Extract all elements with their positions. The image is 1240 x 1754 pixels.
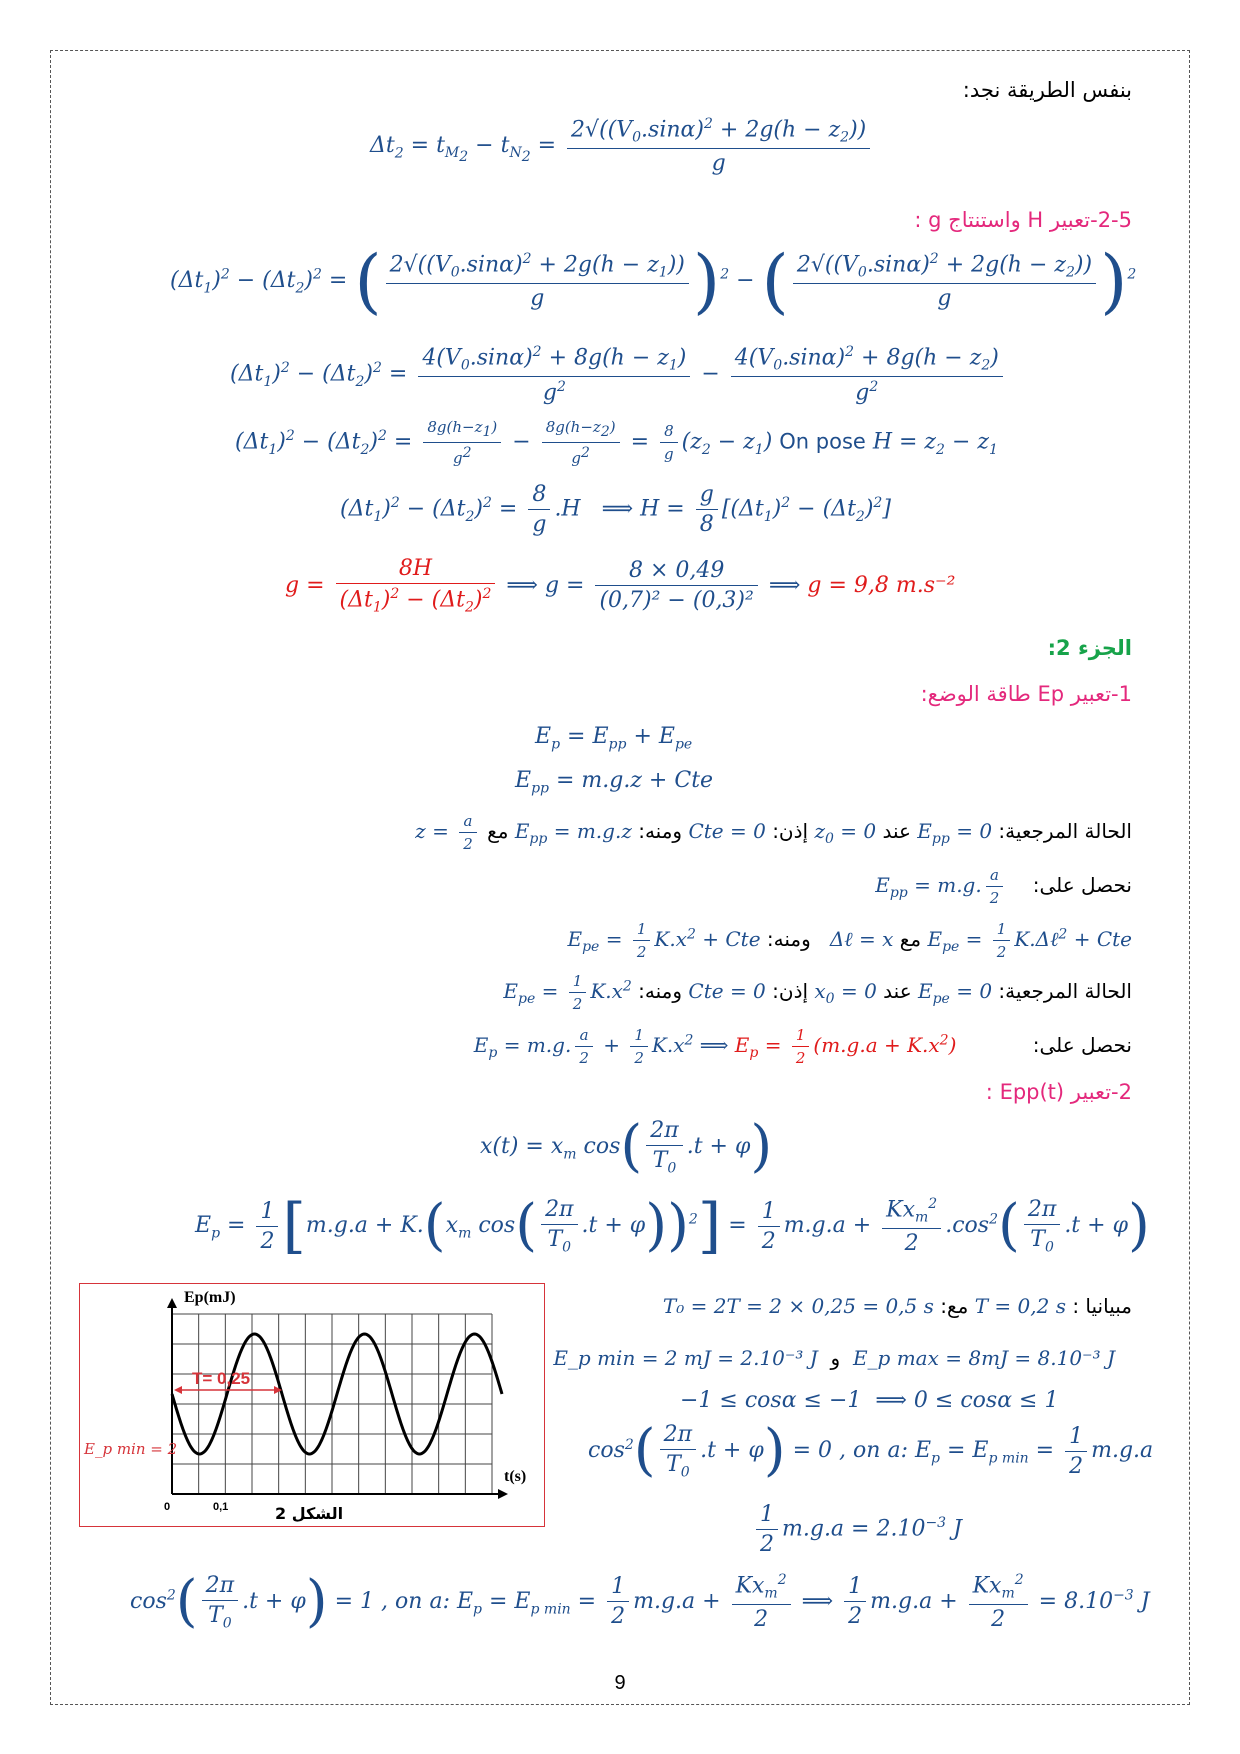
cos-one-line: $\cos^2$( $\frac{2\pi}{T_0}$ .t + φ) = 1 , on a: $E_p = E_{p min}$ = $\frac{1}{2}$ m.g.a + $\frac{Kx_m^2}{2}$ ⟹ $\frac{1}{2}$ m.g.a + $\frac{Kx_m^2}{2}$ = $8.10^{-3}$ J	[130, 1568, 1150, 1634]
we-get-line-2: نحصل على: $E_p = m.g$. $\frac{a}{2}$ + $\frac{1}{2}$ $K.x^2$ ⟹ $E_p$ = $\frac{1}{2}$ $(m.g.a + K.x^2)$	[473, 1026, 1132, 1067]
value-T0: T₀ = 2T = 2 × 0,25 = 0,5 s	[662, 1294, 934, 1318]
so-label-2: إذن:	[772, 979, 809, 1003]
g-result: g = 9,8 m.s⁻²	[807, 572, 956, 598]
ep-curve	[172, 1334, 502, 1454]
equation-ep: $E_p = E_{pp} + E_{pe}$	[535, 724, 693, 753]
heading-2-5: 2-5-تعبير H واستنتاج g :	[914, 208, 1132, 232]
epmin-label: E_p min = 2	[84, 1440, 178, 1458]
epe-line: $E_{pe}$ = $\frac{1}{2}$ K.Δℓ$^2$ + Cte مع Δℓ = x ومنه: $E_{pe}$ = $\frac{1}{2}$ $K.x^2$ + Cte	[567, 920, 1132, 961]
ref-state-line-2: الحالة المرجعية: $E_{pe} = 0$ عند $x_0 = 0$ إذن: Cte = 0 ومنه: $E_{pe}$ = $\frac{1}{2}$ $K.x^2$	[503, 972, 1132, 1013]
we-get-line-1: نحصل على: $E_{pp} = m.g$. $\frac{a}{2}$	[875, 866, 1132, 907]
half-mga: $\frac{1}{2}$ $m.g.a = 2.10^{-3}$ J	[752, 1502, 962, 1557]
ep-range-line	[553, 1346, 1115, 1370]
equation-b: $(\Delta t_1)^2 - (\Delta t_2)^2$ = $\frac{4(V_0.\sin\alpha)^2 + 8g(h - z_1)}{g^2}$ − $\frac{4(V_0.\sin\alpha)^2 + 8g(h - z_2)}{g^2}$	[230, 344, 1007, 405]
y-axis-label: Ep(mJ)	[184, 1289, 236, 1306]
x-axis-arrow	[498, 1489, 508, 1499]
g-numerator: 8 × 0,49	[595, 558, 757, 586]
at-label-2: عند	[883, 979, 912, 1003]
graph-line	[663, 1294, 1132, 1318]
cos-bounds: −1 ≤ cosα ≤ −1 ⟹ 0 ≤ cosα ≤ 1	[680, 1388, 1059, 1413]
equation-a: $(\Delta t_1)^2 - (\Delta t_2)^2$ = ( $\frac{2√((V_0.\sin\alpha)^2 + 2g(h - z_1))}{g}$ )$^2$ − ( $\frac{2√((V_0.\sin\alpha)^2 + 2g(h - z_2))}{g}$ )$^2$	[170, 240, 1137, 322]
on-a-label-2: on a:	[395, 1588, 450, 1614]
x-axis-label: t(s)	[504, 1468, 527, 1485]
with-label-2: مع	[899, 927, 922, 951]
g-denominator: (0,7)² − (0,3)²	[599, 588, 754, 614]
equation-ep-t: $E_p$ = $\frac{1}{2}$ [$m.g.a + K.(x_m$ cos( $\frac{2\pi}{T_0}$ .t + φ))$^2$] = $\frac{1}{2}$ m.g.a + $\frac{Kx_m^2}{2}$ $.\cos^2$( $\frac{2\pi}{T_0}$ .t + φ)	[195, 1191, 1150, 1261]
ref-state-label-2: الحالة المرجعية:	[998, 979, 1132, 1003]
so-label-1: إذن:	[772, 819, 809, 843]
we-get-label-1: نحصل على:	[1032, 873, 1132, 897]
ref-state-line-1: الحالة المرجعية: $E_{pp} = 0$ عند $z_0 = 0$ إذن: Cte = 0 ومنه: $E_{pp} = m.g.z$ مع z = $\frac{a}{2}$	[415, 812, 1132, 853]
ref-state-label-1: الحالة المرجعية:	[998, 819, 1132, 843]
origin-label: 0	[164, 1501, 171, 1513]
part-2-title: الجزء 2:	[1047, 636, 1132, 660]
ep-chart	[80, 1284, 544, 1526]
y-axis-arrow	[167, 1298, 177, 1308]
at-label-1: عند	[882, 819, 911, 843]
graphically-label: مبيانيا :	[1072, 1294, 1132, 1318]
tick-label: 0,1	[213, 1501, 229, 1513]
figure-2	[79, 1283, 545, 1527]
cos-zero-line: $\cos^2$( $\frac{2\pi}{T_0}$ .t + φ) = 0 , on a: $E_p = E_{p min}$ = $\frac{1}{2}$ m.g.a	[588, 1418, 1154, 1484]
hence-label-2: ومنه:	[766, 927, 811, 951]
intro-text: بنفس الطريقة نجد:	[962, 78, 1132, 102]
equation-epp: $E_{pp} = m.g.z$ + Cte	[515, 768, 714, 797]
on-a-label-1: on a:	[853, 1438, 908, 1464]
value-epmax: E_p max = 8mJ = 8.10⁻³ J	[852, 1346, 1115, 1370]
with-label-1: مع	[487, 819, 509, 843]
hence-label-3: ومنه:	[638, 979, 683, 1003]
equation-c: $(\Delta t_1)^2 - (\Delta t_2)^2$ = $\frac{8g(h-z_1)}{g^2}$ − $\frac{8g(h-z_2)}{g^2}$ = $\frac{8}{g}$ $(z_2 - z_1)$ On pose $H = z_2 - z_1$	[235, 418, 998, 467]
equation-g: g = $\frac{8H}{(\Delta t_1)^2 - (\Delta t_2)^2}$ ⟹ g = $\frac{8 \times 0,49}{\text{(0,7)² − (0,3)²}}$ ⟹ g = 9,8 m.s⁻²	[285, 556, 956, 616]
value-epmin: E_p min = 2 mJ = 2.10⁻³ J	[553, 1346, 818, 1370]
page-number: 9	[614, 1672, 626, 1694]
equation-xt: $x(t) = x_m$ cos( $\frac{2\pi}{T_0}$ .t + φ)	[480, 1114, 773, 1180]
period-label: T= 0,25	[192, 1369, 251, 1388]
we-get-label-2: نحصل على:	[1032, 1033, 1132, 1057]
heading-1: 1-تعبير Ep طاقة الوضع:	[920, 682, 1132, 706]
with-label-3: مع:	[940, 1294, 969, 1318]
on-pose-text: On pose	[779, 429, 866, 454]
heading-2: 2-تعبير Epp(t) :	[985, 1080, 1132, 1104]
hence-label-1: ومنه:	[638, 819, 683, 843]
and-label: و	[830, 1346, 841, 1370]
equation-d: $(\Delta t_1)^2 - (\Delta t_2)^2$ = $\frac{8}{g}$ .H ⟹ H = $\frac{g}{8}$ $[(\Delta t_1)^2 - (\Delta t_2)^2]$	[340, 482, 891, 537]
value-T: T = 0,2 s	[974, 1294, 1066, 1318]
figure-caption: الشكل 2	[275, 1504, 344, 1523]
equation-dt2: $\Delta t_2 = t_{M_2} - t_{N_2}$ = $\frac{2√((V_0.\sin\alpha)^2 + 2g(h - z_2))}{g}$	[370, 116, 874, 176]
